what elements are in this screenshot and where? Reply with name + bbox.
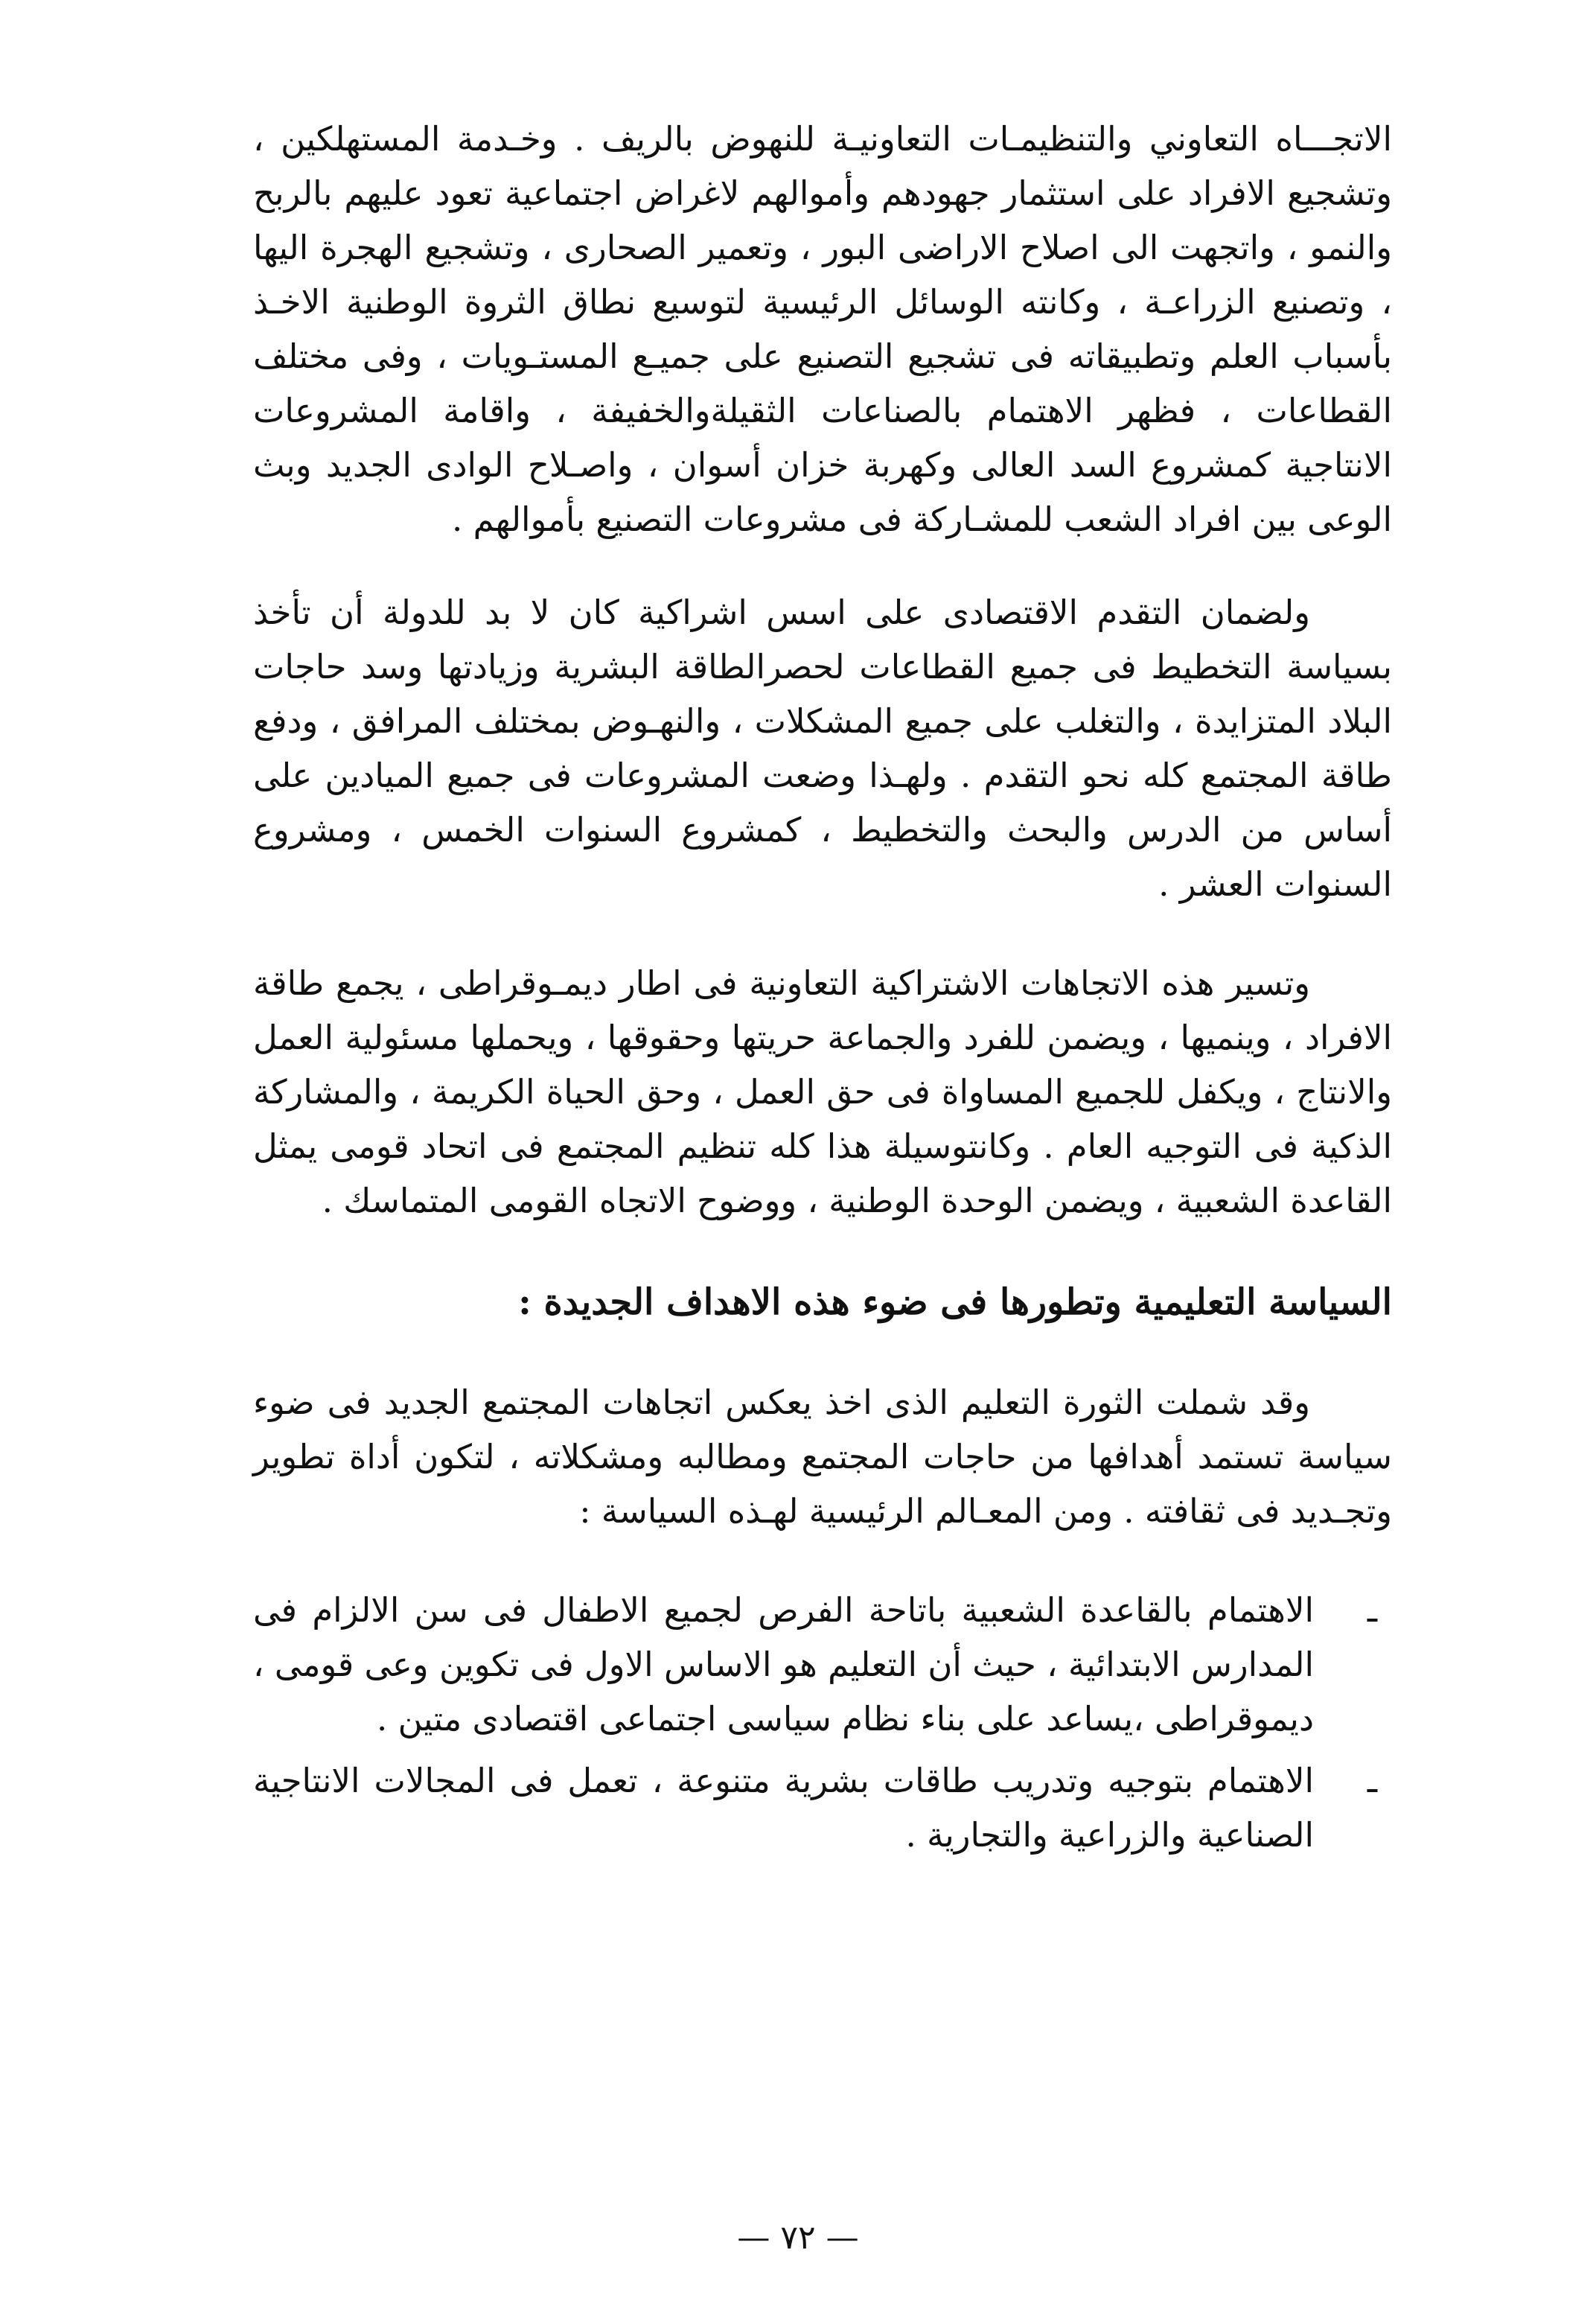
paragraph-democratic-framework: وتسير هذه الاتجاهات الاشتراكية التعاونية فى اطار ديمـوقراطى ، يجمع طاقة الافراد ، وينميها ، ويضمن للفرد والجماعة حريتها وحقوقها ، ويحملها مسئولية العمل والانتاج ، ويكفل للجميع المساواة فى حق العمل ، وحق الحياة الكريمة ، والمشاركة الذكية فى التوجيه العام . وكانتوسيلة هذا كله تنظيم المجتمع فى اتحاد قومى يمثل القاعدة الشعبية ، ويضمن الوحدة الوطنية ، ووضوح الاتجاه القومى المتماسك . — [253, 963, 1392, 1220]
paragraph-economic-planning: ولضمان التقدم الاقتصادى على اسس اشراكية كان لا بد للدولة أن تأخذ بسياسة التخطيط فى جميع القطاعات لحصرالطاقة البشرية وزيادتها وسد حاجات البلاد المتزايدة ، والتغلب على جميع المشكلات ، والنهـوض بمختلف المرافق ، ودفع طاقة المجتمع كله نحو التقدم . ولهـذا وضعت المشروعات فى جميع الميادين على أساس من الدرس والبحث والتخطيط ، كمشروع السنوات الخمس ، ومشروع السنوات العشر . — [253, 593, 1392, 904]
policy-list — [253, 1583, 1392, 1862]
bullet-dash-icon: ـ — [1367, 1761, 1377, 1800]
paragraph-cooperative-direction: الاتجـــاه التعاوني والتنظيمـات التعاونيـة للنهوض بالريف . وخـدمة المستهلكين ، وتشجيع الافراد على استثمار جهودهم وأموالهم لاغراض اجتماعية تعود عليهم بالربح والنمو ، واتجهت الى اصلاح الاراضى البور ، وتعمير الصحارى ، وتشجيع الهجرة اليها ، وتصنيع الزراعـة ، وكانته الوسائل الرئيسية لتوسيع نطاق الثروة الوطنية الاخـذ بأسباب العلم وتطبيقاته فى تشجيع التصنيع على جميـع المستـويات ، وفى مختلف القطاعات ، فظهر الاهتمام بالصناعات الثقيلةوالخفيفة ، واقامة المشروعات الانتاجية كمشروع السد العالى وكهربة خزان أسوان ، واصـلاح الوادى الجديد وبث الوعى بين افراد الشعب للمشـاركة فى مشروعات التصنيع بأموالهم . — [253, 119, 1392, 539]
list-item — [253, 1753, 1392, 1862]
list-item-text: الاهتمام بالقاعدة الشعبية باتاحة الفرص لجميع الاطفال فى سن الالزام فى المدارس الابتدائية ، حيث أن التعليم هو الاساس الاول فى تكوين وعى قومى ، ديموقراطى ،يساعد على بناء نظام سياسى اجتماعى اقتصادى متين . — [253, 1590, 1314, 1739]
page-number: — ٧٢ — — [737, 2219, 859, 2257]
paragraph-education-policy: وقد شملت الثورة التعليم الذى اخذ يعكس اتجاهات المجتمع الجديد فى ضوء سياسة تستمد أهدافها من حاجات المجتمع ومطالبه ومشكلاته ، لتكون أداة تطوير وتجـديد فى ثقافته . ومن المعـالم الرئيسية لهـذه السياسة : — [253, 1383, 1392, 1531]
list-item — [253, 1583, 1392, 1746]
section-heading: السياسة التعليمية وتطورها فى ضوء هذه الاهداف الجديدة : — [518, 1281, 1392, 1323]
page-body — [253, 112, 1392, 1870]
bullet-dash-icon: ـ — [1367, 1590, 1377, 1630]
list-item-text: الاهتمام بتوجيه وتدريب طاقات بشرية متنوعة ، تعمل فى المجالات الانتاجية الصناعية والزراعية والتجارية . — [253, 1761, 1314, 1855]
